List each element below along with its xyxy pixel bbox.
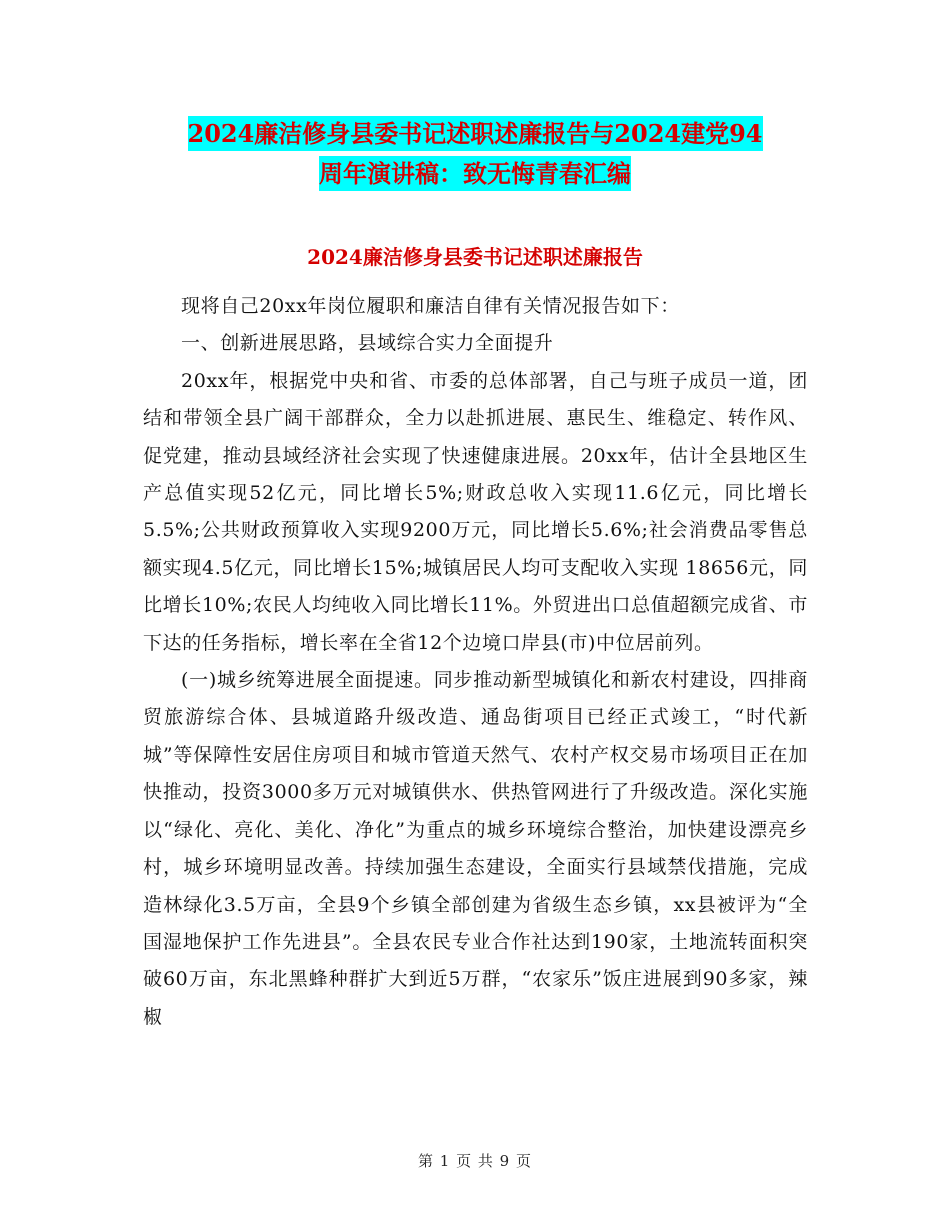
page-footer: 第 1 页 共 9 页 [418,1152,532,1170]
section-title: 2024廉洁修身县委书记述职述廉报告 [307,245,643,269]
document-title-line-2 [140,150,810,198]
title-highlight: 2024廉洁修身县委书记述职述廉报告与2024建党94 [188,116,763,151]
body-text [143,288,808,1036]
paragraph-intro: 现将自己20xx年岗位履职和廉洁自律有关情况报告如下： [181,295,680,317]
title-highlight: 周年演讲稿：致无悔青春汇编 [319,156,631,191]
paragraph-urban-rural: (一)城乡统筹进展全面提速。同步推动新型城镇化和新农村建设，四排商贸旅游综合体、县城道路升级改造、通岛街项目已经正式竣工，“时代新城”等保障性安居住房项目和城市管道天然气、农村产权交易市场项目正在加快推动，投资3000多万元对城镇供水、供热管网进行了升级改造。深化实施以“绿化、亮化、美化、净化”为重点的城乡环境综合整治，加快建设漂亮乡村，城乡环境明显改善。持续加强生态建设，全面实行县域禁伐措施，完成造林绿化3.5万亩，全县9个乡镇全部创建为省级生态乡镇，xx县被评为“全国湿地保护工作先进县”。全县农民专业合作社达到190家，土地流转面积突破60万亩，东北黑蜂种群扩大到近5万群，“农家乐”饭庄进展到90多家，辣椒 [143,669,808,1028]
paragraph-heading-1: 一、创新进展思路，县域综合实力全面提升 [181,332,554,355]
paragraph-overview: 20xx年，根据党中央和省、市委的总体部署，自己与班子成员一道，团结和带领全县广阔干部群众，全力以赴抓进展、惠民生、维稳定、转作风、促党建，推动县域经济社会实现了快速健康进展。20xx年，估计全县地区生产总值实现52亿元，同比增长5%;财政总收入实现11.6亿元，同比增长 5.5%;公共财政预算收入实现9200万元，同比增长5.6%;社会消费品零售总额实现4.5亿元，同比增长15%;城镇居民人均可支配收入实现 18656元，同比增长10%;农民人均纯收入同比增长11%。外贸进出口总值超额完成省、市下达的任务指标，增长率在全省12个边境口岸县(市)中位居前列。 [143,369,808,654]
